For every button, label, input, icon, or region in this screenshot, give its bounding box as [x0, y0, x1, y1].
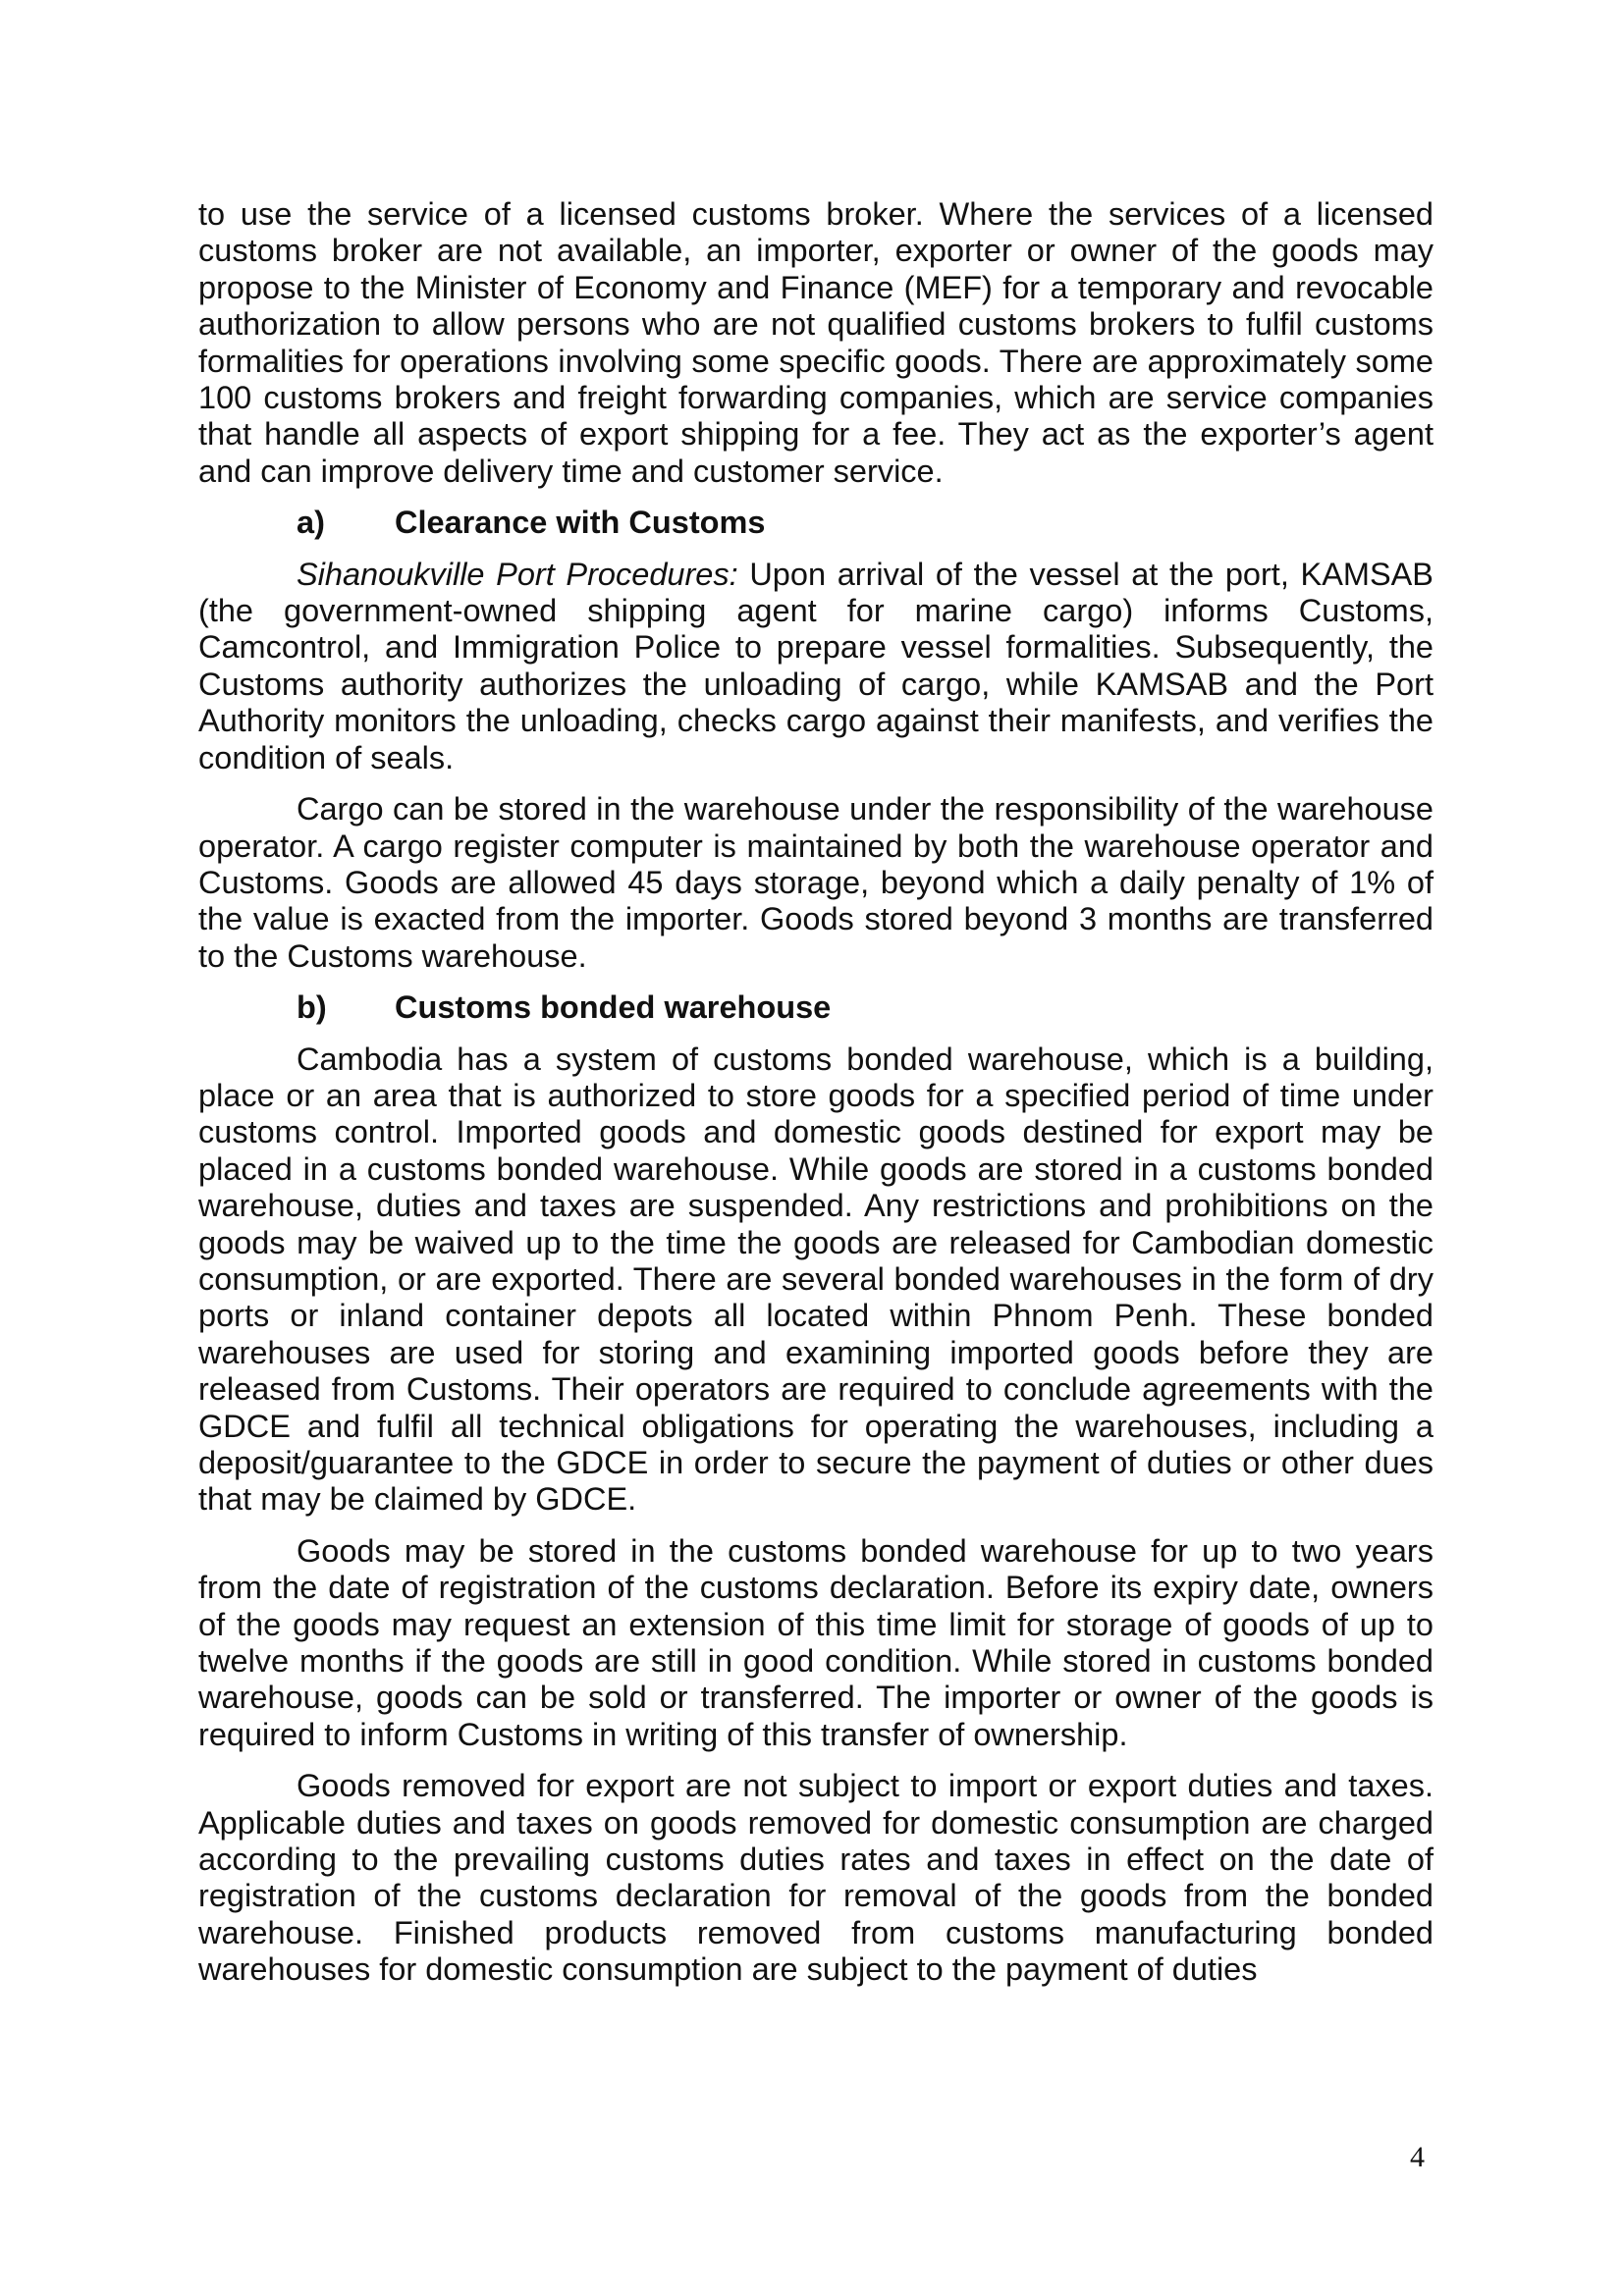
section-title: Customs bonded warehouse [395, 989, 832, 1026]
paragraph-intro: to use the service of a licensed customs broker. Where the services of a licensed customs broker are not available, an importer, exporter or owner of the goods may propose to the Minister of Economy and Finance (MEF) for a temporary and revocable authorization to allow persons who are not qualified customs brokers to fulfil customs formalities for operations involving some specific goods. There are approximately some 100 customs brokers and freight forwarding companies, which are service companies that handle all aspects of export shipping for a fee. They act as the exporter’s agent and can improve delivery time and customer service. [198, 196, 1434, 489]
paragraph-port-procedures [198, 557, 1434, 776]
paragraph-storage-period: Goods may be stored in the customs bonded warehouse for up to two years from the date of registration of the customs declaration. Before its expiry date, owners of the goods may request an extension of this time limit for storage of goods of up to twelve months if the goods are still in good condition. While stored in customs bonded warehouse, goods can be sold or transferred. The importer or owner of the goods is required to inform Customs in writing of this transfer of ownership. [198, 1532, 1434, 1752]
paragraph-cargo-storage: Cargo can be stored in the warehouse under the responsibility of the warehouse operator. A cargo register computer is maintained by both the warehouse operator and Customs. Goods are allowed 45 days storage, beyond which a daily penalty of 1% of the value is exacted from the importer. Goods stored beyond 3 months are transferred to the Customs warehouse. [198, 791, 1434, 974]
section-number: b) [297, 989, 327, 1026]
section-heading-b [198, 989, 1434, 1026]
section-heading-a [198, 505, 1434, 541]
page-number: 4 [1410, 2141, 1425, 2173]
paragraph-removal: Goods removed for export are not subject to import or export duties and taxes. Applicable duties and taxes on goods removed for domestic consumption are charged according to the prevailing customs duties rates and taxes in effect on the date of registration of the customs declaration for removal of the goods from the bonded warehouse. Finished products removed from customs manufacturing bonded warehouses for domestic consumption are subject to the payment of duties [198, 1768, 1434, 1988]
page-body [198, 196, 1434, 2003]
paragraph-lead-italic: Sihanoukville Port Procedures: [297, 556, 738, 592]
section-number: a) [297, 505, 325, 541]
section-title: Clearance with Customs [395, 505, 766, 541]
paragraph-port-body: Upon arrival of the vessel at the port, KAMSAB (the government-owned shipping agent for marine cargo) informs Customs, Camcontrol, and Immigration Police to prepare vessel formalities. Subsequently, the Customs authority authorizes the unloading of cargo, while KAMSAB and the Port Authority monitors the unloading, checks cargo against their manifests, and verifies the condition of seals. [198, 556, 1434, 775]
paragraph-bonded-system: Cambodia has a system of customs bonded warehouse, which is a building, place or an area that is authorized to store goods for a specified period of time under customs control. Imported goods and domestic goods destined for export may be placed in a customs bonded warehouse. While goods are stored in a customs bonded warehouse, duties and taxes are suspended. Any restrictions and prohibitions on the goods may be waived up to the time the goods are released for Cambodian domestic consumption, or are exported. There are several bonded warehouses in the form of dry ports or inland container depots all located within Phnom Penh. These bonded warehouses are used for storing and examining imported goods before they are released from Customs. Their operators are required to conclude agreements with the GDCE and fulfil all technical obligations for operating the warehouses, including a deposit/guarantee to the GDCE in order to secure the payment of duties or other dues that may be claimed by GDCE. [198, 1041, 1434, 1518]
